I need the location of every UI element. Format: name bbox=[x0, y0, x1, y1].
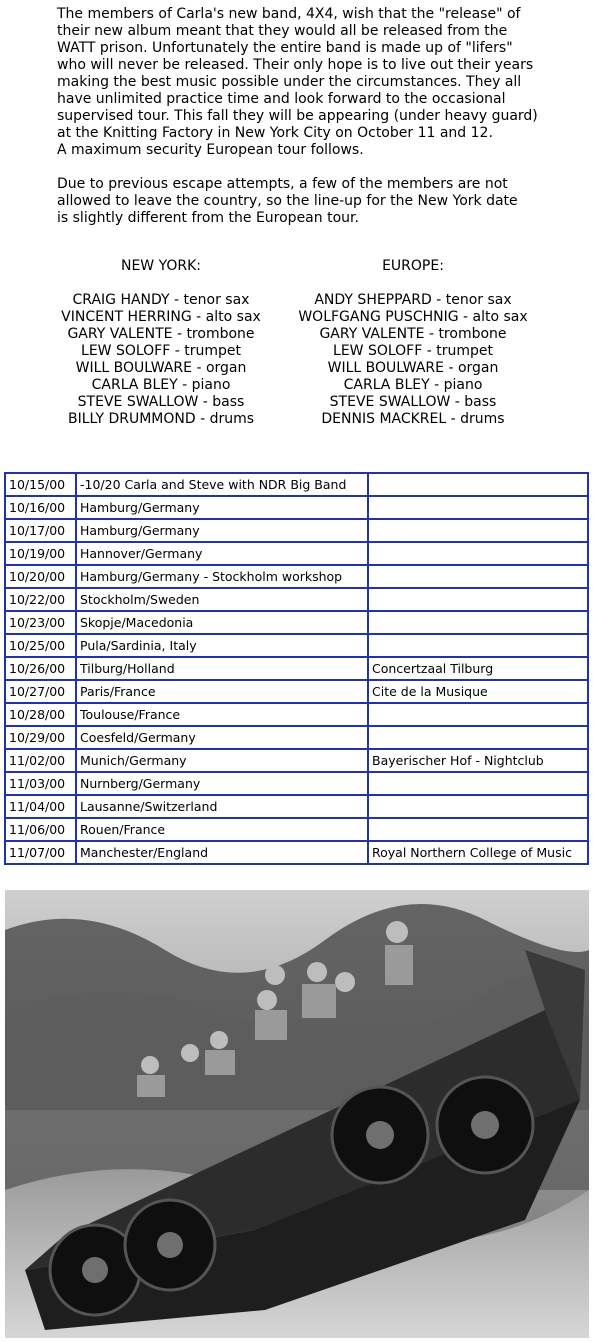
tour-row bbox=[5, 841, 588, 864]
band-member: ANDY SHEPPARD - tenor sax bbox=[314, 292, 512, 308]
band-member: LEW SOLOFF - trumpet bbox=[333, 343, 493, 359]
tour-date-cell: 10/27/00 bbox=[5, 680, 76, 703]
tour-city-cell: Hamburg/Germany - Stockholm workshop bbox=[76, 565, 368, 588]
band-member: DENNIS MACKREL - drums bbox=[321, 411, 505, 427]
band-lineups bbox=[0, 258, 593, 433]
tour-city-cell: Skopje/Macedonia bbox=[76, 611, 368, 634]
band-member: WILL BOULWARE - organ bbox=[327, 360, 499, 376]
europe-member-list bbox=[278, 292, 548, 428]
band-vehicle-photo-graphic bbox=[5, 890, 589, 1338]
band-member: GARY VALENTE - trombone bbox=[319, 326, 507, 342]
tour-date-cell: 10/19/00 bbox=[5, 542, 76, 565]
band-member: WILL BOULWARE - organ bbox=[75, 360, 247, 376]
tour-venue-cell: Concertzaal Tilburg bbox=[368, 657, 588, 680]
europe-lineup bbox=[278, 258, 548, 428]
tour-venue-cell bbox=[368, 611, 588, 634]
tour-date-cell: 10/25/00 bbox=[5, 634, 76, 657]
tour-date-cell: 10/16/00 bbox=[5, 496, 76, 519]
tour-city-cell: Stockholm/Sweden bbox=[76, 588, 368, 611]
tour-date-cell: 11/04/00 bbox=[5, 795, 76, 818]
band-member: STEVE SWALLOW - bass bbox=[329, 394, 497, 410]
tour-date-cell: 10/29/00 bbox=[5, 726, 76, 749]
tour-venue-cell bbox=[368, 565, 588, 588]
tour-row bbox=[5, 772, 588, 795]
intro-paragraph: The members of Carla's new band, 4X4, wish that the "release" of their new album meant that they would all be released from the WATT prison. Unfortunately the entire band is made up of "lifers" who will never be released. Their only hope is to live out their years making the best music possible under the circumstances. They all have unlimited practice time and look forward to the occasional supervised tour. This fall they will be appearing (under heavy guard) at the Knitting Factory in New York City on October 11 and 12. A maximum security European tour follows. bbox=[57, 6, 538, 158]
tour-city-cell: Hannover/Germany bbox=[76, 542, 368, 565]
tour-dates-table bbox=[4, 472, 589, 865]
band-member: BILLY DRUMMOND - drums bbox=[67, 411, 255, 427]
tour-date-cell: 11/07/00 bbox=[5, 841, 76, 864]
tour-venue-cell bbox=[368, 473, 588, 496]
band-member: CRAIG HANDY - tenor sax bbox=[72, 292, 250, 308]
new-york-lineup bbox=[26, 258, 296, 428]
tour-venue-cell bbox=[368, 542, 588, 565]
new-york-heading: NEW YORK: bbox=[120, 258, 202, 274]
tour-date-cell: 10/20/00 bbox=[5, 565, 76, 588]
tour-row bbox=[5, 519, 588, 542]
band-member: VINCENT HERRING - alto sax bbox=[61, 309, 261, 325]
tour-city-cell: Pula/Sardinia, Italy bbox=[76, 634, 368, 657]
tour-venue-cell bbox=[368, 772, 588, 795]
tour-row bbox=[5, 703, 588, 726]
tour-venue-cell bbox=[368, 726, 588, 749]
tour-venue-cell: Bayerischer Hof - Nightclub bbox=[368, 749, 588, 772]
tour-city-cell: Toulouse/France bbox=[76, 703, 368, 726]
tour-row bbox=[5, 634, 588, 657]
tour-venue-cell bbox=[368, 818, 588, 841]
tour-row bbox=[5, 749, 588, 772]
tour-venue-cell bbox=[368, 496, 588, 519]
band-member: CARLA BLEY - piano bbox=[343, 377, 483, 393]
europe-heading: EUROPE: bbox=[382, 258, 444, 274]
tour-city-cell: Lausanne/Switzerland bbox=[76, 795, 368, 818]
tour-city-cell: Manchester/England bbox=[76, 841, 368, 864]
band-member: LEW SOLOFF - trumpet bbox=[81, 343, 241, 359]
tour-city-cell: Hamburg/Germany bbox=[76, 519, 368, 542]
intro-paragraph: Due to previous escape attempts, a few of the members are not allowed to leave the country, so the line-up for the New York date is slightly different from the European tour. bbox=[57, 176, 518, 226]
band-vehicle-photo bbox=[5, 890, 589, 1338]
tour-city-cell: Rouen/France bbox=[76, 818, 368, 841]
tour-date-cell: 10/17/00 bbox=[5, 519, 76, 542]
tour-row bbox=[5, 473, 588, 496]
tour-venue-cell bbox=[368, 795, 588, 818]
tour-city-cell: Hamburg/Germany bbox=[76, 496, 368, 519]
tour-date-cell: 10/23/00 bbox=[5, 611, 76, 634]
intro-text bbox=[57, 6, 557, 227]
tour-city-cell: Coesfeld/Germany bbox=[76, 726, 368, 749]
tour-date-cell: 11/02/00 bbox=[5, 749, 76, 772]
tour-row bbox=[5, 657, 588, 680]
tour-row bbox=[5, 542, 588, 565]
tour-date-cell: 11/03/00 bbox=[5, 772, 76, 795]
tour-venue-cell bbox=[368, 634, 588, 657]
tour-row bbox=[5, 680, 588, 703]
tour-row bbox=[5, 565, 588, 588]
tour-city-cell: -10/20 Carla and Steve with NDR Big Band bbox=[76, 473, 368, 496]
band-member: GARY VALENTE - trombone bbox=[67, 326, 255, 342]
tour-row bbox=[5, 588, 588, 611]
tour-venue-cell bbox=[368, 519, 588, 542]
tour-row bbox=[5, 726, 588, 749]
band-member: WOLFGANG PUSCHNIG - alto sax bbox=[298, 309, 528, 325]
tour-date-cell: 11/06/00 bbox=[5, 818, 76, 841]
tour-date-cell: 10/15/00 bbox=[5, 473, 76, 496]
tour-venue-cell bbox=[368, 703, 588, 726]
new-york-member-list bbox=[26, 292, 296, 428]
tour-city-cell: Paris/France bbox=[76, 680, 368, 703]
tour-date-cell: 10/26/00 bbox=[5, 657, 76, 680]
tour-row bbox=[5, 818, 588, 841]
band-member: STEVE SWALLOW - bass bbox=[77, 394, 245, 410]
tour-city-cell: Munich/Germany bbox=[76, 749, 368, 772]
tour-city-cell: Tilburg/Holland bbox=[76, 657, 368, 680]
tour-date-cell: 10/22/00 bbox=[5, 588, 76, 611]
band-member: CARLA BLEY - piano bbox=[91, 377, 231, 393]
tour-date-cell: 10/28/00 bbox=[5, 703, 76, 726]
tour-city-cell: Nurnberg/Germany bbox=[76, 772, 368, 795]
tour-row bbox=[5, 795, 588, 818]
tour-row bbox=[5, 611, 588, 634]
tour-venue-cell: Cite de la Musique bbox=[368, 680, 588, 703]
tour-venue-cell bbox=[368, 588, 588, 611]
tour-venue-cell: Royal Northern College of Music bbox=[368, 841, 588, 864]
tour-row bbox=[5, 496, 588, 519]
